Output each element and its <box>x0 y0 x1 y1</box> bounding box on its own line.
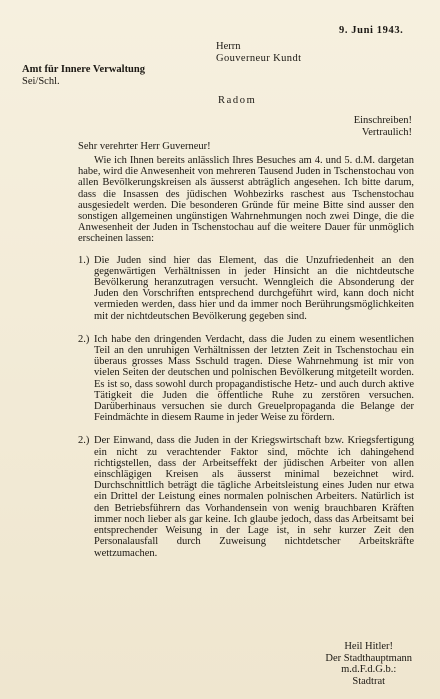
letter-date: 9. Juni 1943. <box>339 25 404 36</box>
point-text: Die Juden sind hier das Element, das die Unzufriedenheit an den gegenwärtigen Verhältnissen in jeder Hinsicht an die nichtdeutsche Bevölkerung heranzutragen versucht. Wenngleich die Absonderung der Juden den Vorschriften entsprechend durchgeführt wird, kann doch nicht vermieden werden, dass hier und da immer noch Berührungsmöglichkeiten mit der nichtdeutschen Bevölkerung gegeben sind. <box>94 254 414 322</box>
recipient-title: Herrn <box>216 41 241 52</box>
sender-block <box>22 64 145 88</box>
point-text: Ich habe den dringenden Verdacht, dass die Juden zu einem wesentlichen Teil an den unruhigen Verhältnissen der letzten Zeit in Tschenstochau ein überaus grosses Mass Sschuld tragen. Diese Wahrnehmung ist mir von vielen Seiten der deutschen und polnischen Bevölkerung mitgeteilt worden. Es ist so, dass sowohl durch propagandistische Hetz- und auch durch aktive Tätigkeit die Juden die öffentliche Ruhe zu zerstören versuchen. Darüberhinaus versuchen sie durch Greuelpropaganda die Belange der Feindmächte in diesem Raume in jeder Weise zu fördern. <box>94 333 414 424</box>
closing-greeting: Heil Hitler! <box>344 641 394 652</box>
intro-paragraph: Wie ich Ihnen bereits anlässlich Ihres Besuches am 4. und 5. d.M. dargetan habe, wird die Anwesenheit von mehreren Tausend Juden in Tschenstochau von allen Bevölkerungskreisen als äusserst abträglich angesehen. Ich bitte darum, dass die Insassen des jüdischen Wohbezirks raschest aus Tschenstochau ausgesiedelt werden. Die besonderen Gründe für meine Bitte sind ausser den sonstigen allgemeinen ungünstigen Wahrnehmungen noch zwei Dinge, die die Anwesenheit der Juden in Tschenstochau auf die weitere Dauer für unmöglich erscheinen lassen: <box>78 155 414 245</box>
mail-marks <box>354 115 412 139</box>
letter-body <box>78 155 414 571</box>
confidential-mark: Vertraulich! <box>361 127 412 138</box>
numbered-point <box>78 334 414 424</box>
recipient-name: Gouverneur Kundt <box>216 53 302 64</box>
recipient-block <box>216 41 301 65</box>
point-text: Der Einwand, dass die Juden in der Kriegswirtschaft bzw. Kriegsfertigung ein nicht zu verachtender Faktor sind, möchte ich dahingehend richtigstellen, dass der Arbeitseffekt der jüdischen Arbeiter von allen einschlägigen Kreisen als äusserst minimal bezeichnet wird. Durchschnittlich beträgt die tägliche Arbeitsleistung eines Juden nur etwa ein Drittel der Leistung eines normalen polnischen Arbeiters. Natürlich ist den Betriebsführern das Vorhandensein von wenig brauchbaren Kräften immer noch lieber als gar keine. Ich glaube jedoch, dass das Arbeitsamt bei entsprechender Weisung in der Lage ist, in sehr kurzer Zeit den Personalausfall durch Zuweisung nichtdetscher Arbeitskräfte wettzumachen. <box>94 435 414 559</box>
point-number: 1.) <box>78 254 90 266</box>
signatory-title: Stadtrat <box>352 675 386 687</box>
reference-code: Sei/Schl. <box>22 76 60 87</box>
registered-mark: Einschreiben! <box>353 115 412 126</box>
point-number: 2.) <box>78 333 90 345</box>
signatory-authority: m.d.F.d.G.b.: <box>341 664 397 675</box>
signatory-office: Der Stadthauptmann <box>325 652 412 664</box>
salutation: Sehr verehrter Herr Guverneur! <box>78 141 211 152</box>
signature-block <box>325 641 412 687</box>
point-number: 2.) <box>78 435 90 447</box>
numbered-point <box>78 255 414 322</box>
numbered-point <box>78 435 414 558</box>
sender-department: Amt für Innere Verwaltung <box>22 64 145 75</box>
recipient-city: Radom <box>218 95 257 106</box>
